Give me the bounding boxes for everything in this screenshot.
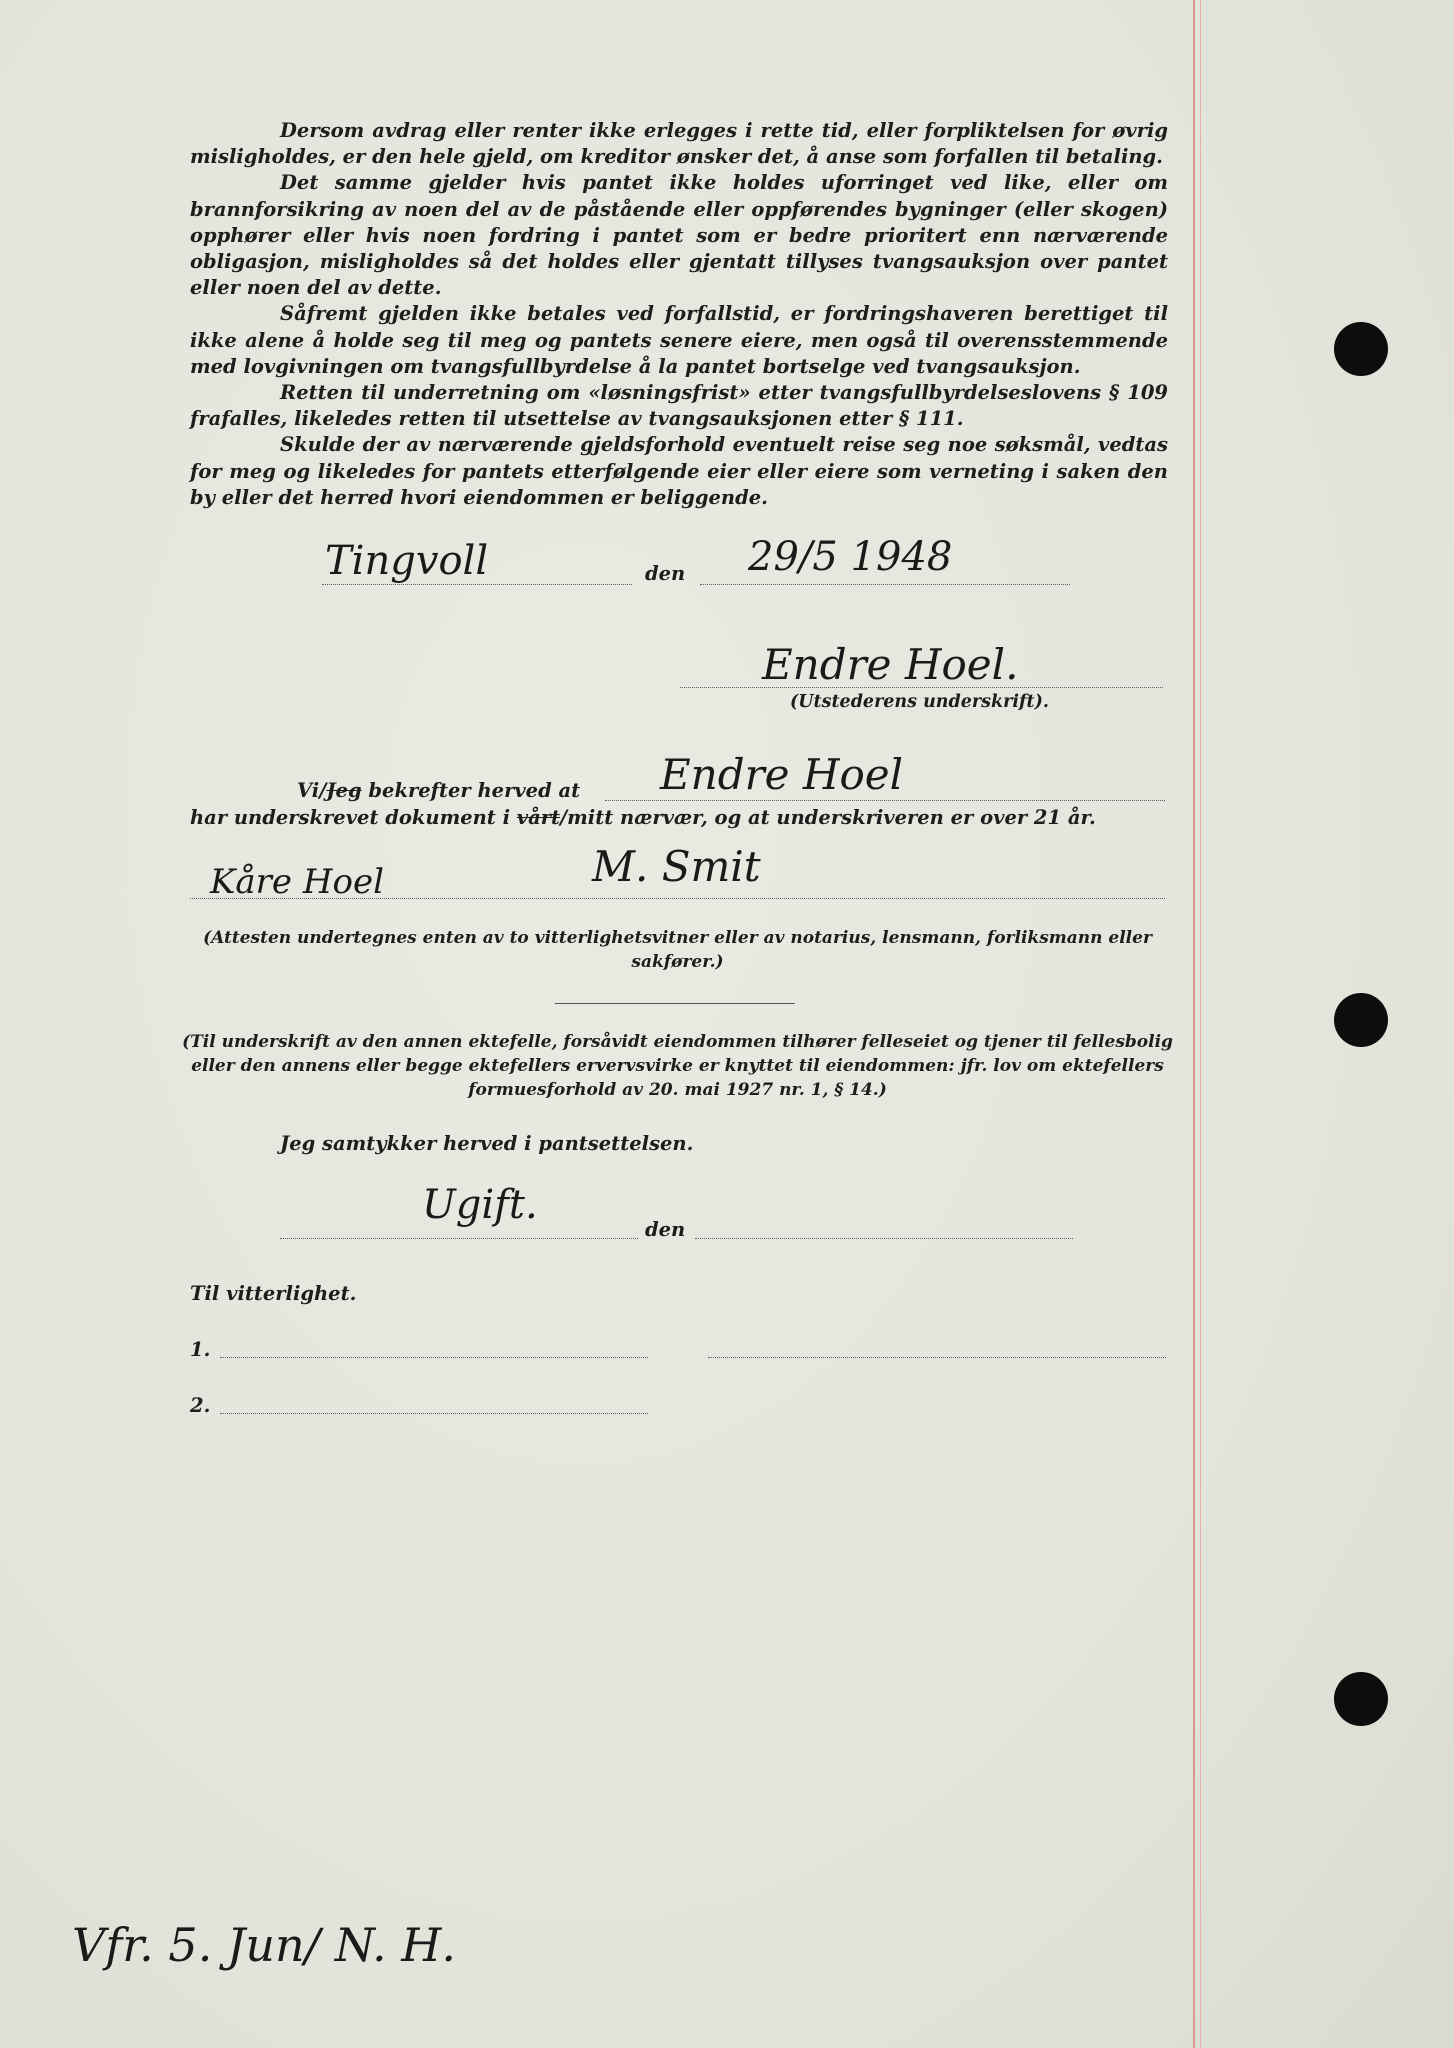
paragraph-pledge-maintenance: Det samme gjelder hvis pantet ikke holdes uforringet ved like, eller om brannforsikring av noen del av de påstående eller oppførendes bygninger (eller skogen) opphører eller hvis noen fordring i pantet som er bedre prioritert enn nærværende obligasjon, misligholdes så det holdes eller gjentatt tillyses tvangsauksjon over pantet eller noen del av dette. xyxy=(190,171,1168,300)
witness-section-title: Til vitterlighet. xyxy=(190,1282,357,1305)
witness-1-line-right xyxy=(708,1357,1166,1358)
witness-number-2: 2. xyxy=(190,1394,211,1417)
witness-signature-1: Kåre Hoel xyxy=(210,862,384,902)
punch-hole-icon xyxy=(1334,993,1388,1047)
date-handwritten: 29/5 1948 xyxy=(748,534,953,580)
paragraph-default: Dersom avdrag eller renter ikke erlegges i rette tid, eller forpliktelsen for øvrig misligholdes, er den hele gjeld, om kreditor ønsker det, å anse som forfallen til betaling. xyxy=(190,119,1168,169)
vi-text: Vi/ xyxy=(297,779,327,802)
witness-1-line xyxy=(220,1357,648,1358)
terms-text xyxy=(190,118,1168,511)
den-label: den xyxy=(645,562,686,585)
punch-hole-icon xyxy=(1334,1672,1388,1726)
issuer-signature: Endre Hoel. xyxy=(762,640,1019,689)
attest-line2-b: /mitt nærvær, og at underskriveren er over 21 år. xyxy=(560,806,1096,829)
jeg-struck-text: Jeg xyxy=(326,779,362,802)
attest-line2 xyxy=(190,806,1096,829)
registry-note-handwritten: Vfr. 5. Jun/ N. H. xyxy=(72,1918,457,1972)
paragraph-notice-waiver: Retten til underretning om «løsningsfrist» etter tvangsfullbyrdelseslovens § 109 frafalles, likeledes retten til utsettelse av tvangsauksjonen etter § 111. xyxy=(190,381,1168,431)
issuer-caption: (Utstederens underskrift). xyxy=(790,692,1049,712)
consent-text: Jeg samtykker herved i pantsettelsen. xyxy=(280,1132,694,1155)
place-line xyxy=(322,584,632,585)
issuer-signature-line xyxy=(680,687,1163,688)
date-line xyxy=(700,584,1070,585)
spouse-handwritten: Ugift. xyxy=(422,1182,538,1228)
margin-rule xyxy=(1193,0,1195,2048)
attest-note: (Attesten undertegnes enten av to vitterlighetsvitner eller av notarius, lensmann, forliksmann eller sakfører.) xyxy=(203,928,1152,972)
witness-2-line xyxy=(220,1413,648,1414)
spouse-date-line xyxy=(695,1238,1073,1239)
attest-line2-a: har underskrevet dokument i xyxy=(190,806,517,829)
attested-name-handwritten: Endre Hoel xyxy=(660,750,904,799)
witness-signature-2: M. Smit xyxy=(592,842,761,891)
spouse-note: (Til underskrift av den annen ektefelle, forsåvidt eiendommen tilhører felleseiet og tjener til fellesbolig eller den annens eller begge ektefellers ervervsvirke er knyttet til eiendommen: jfr. lov om ektefellers formuesforhold av 20. mai 1927 nr. 1, § 14.) xyxy=(182,1032,1173,1100)
paragraph-enforcement: Såfremt gjelden ikke betales ved forfallstid, er fordringshaveren berettiget til ikke alene å holde seg til meg og pantets senere eiere, men også til overensstemmende med lovgivningen om tvangsfullbyrdelse å la pantet bortselge ved tvangsauksjon. xyxy=(190,302,1168,378)
paragraph-venue: Skulde der av nærværende gjeldsforhold eventuelt reise seg noe søksmål, vedtas for meg og likeledes for pantets etterfølgende eier eller eiere som verneting i saken den by eller det herred hvori eiendommen er beliggende. xyxy=(190,433,1168,509)
vart-struck-text: vårt xyxy=(516,806,561,829)
place-handwritten: Tingvoll xyxy=(325,538,489,584)
witness-number-1: 1. xyxy=(190,1338,211,1361)
spouse-signature-line xyxy=(280,1238,638,1239)
margin-rule-secondary xyxy=(1200,0,1201,2048)
attest-line1-rest: bekrefter herved at xyxy=(361,779,581,802)
witness-line xyxy=(190,898,1165,899)
punch-hole-icon xyxy=(1334,322,1388,376)
spouse-den-label: den xyxy=(645,1218,686,1241)
attested-name-line xyxy=(605,800,1165,801)
attest-line1 xyxy=(297,779,580,802)
separator-line xyxy=(555,1003,795,1004)
